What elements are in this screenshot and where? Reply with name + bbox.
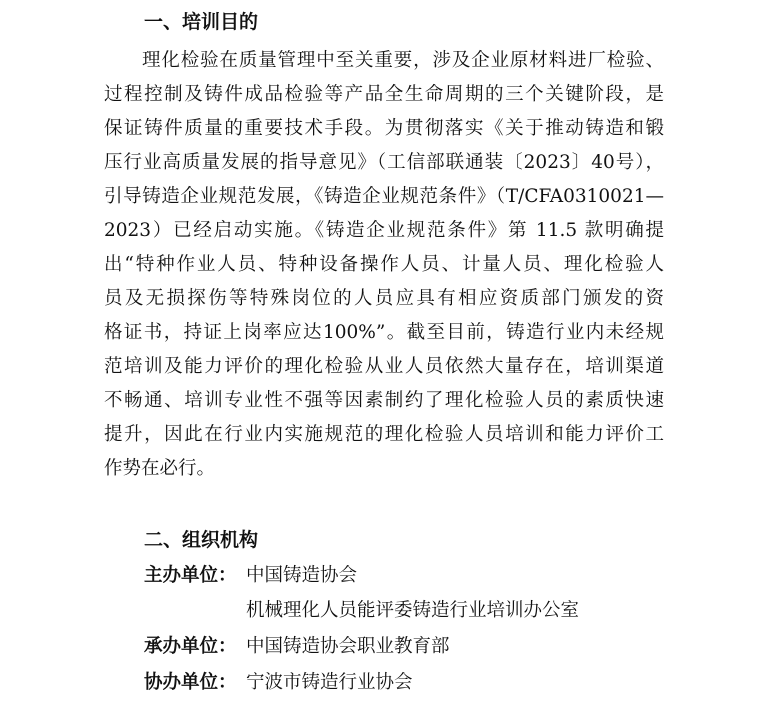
co-organizer-unit-row <box>144 666 413 700</box>
organizer-unit-label: 承办单位： <box>144 636 237 657</box>
paragraph-line: 作势在必行。 <box>104 458 216 479</box>
organizer-unit-value: 中国铸造协会职业教育部 <box>246 636 450 657</box>
paragraph-line: 不畅通、培训专业性不强等因素制约了理化检验人员的素质快速 <box>104 390 664 411</box>
paragraph-line: 员及无损探伤等特殊岗位的人员应具有相应资质部门颁发的资 <box>104 288 664 309</box>
host-unit-value: 中国铸造协会 <box>246 565 358 586</box>
organizer-unit-row <box>144 630 450 664</box>
paragraph-line: 理化检验在质量管理中至关重要，涉及企业原材料进厂检验、 <box>142 50 664 71</box>
co-organizer-unit-value: 宁波市铸造行业协会 <box>246 672 413 693</box>
paragraph-line: 压行业高质量发展的指导意见》（工信部联通装〔2023〕40号）， <box>104 152 664 173</box>
section-heading-training-purpose: 一、培训目的 <box>144 11 259 33</box>
paragraph-line: 出“特种作业人员、特种设备操作人员、计量人员、理化检验人 <box>104 254 664 275</box>
training-purpose-paragraph <box>104 44 664 486</box>
host-unit-label: 主办单位： <box>144 565 237 586</box>
host-unit-row-continued <box>144 594 579 628</box>
section-heading-organization: 二、组织机构 <box>144 529 259 551</box>
paragraph-line: 引导铸造企业规范发展，《铸造企业规范条件》（T/CFA0310021— <box>104 186 664 207</box>
host-unit-value-secondary: 机械理化人员能评委铸造行业培训办公室 <box>246 600 580 621</box>
paragraph-line: 格证书，持证上岗率应达100%”。截至目前，铸造行业内未经规 <box>104 322 664 343</box>
paragraph-line: 过程控制及铸件成品检验等产品全生命周期的三个关键阶段，是 <box>104 84 664 105</box>
paragraph-line: 提升，因此在行业内实施规范的理化检验人员培训和能力评价工 <box>104 424 664 445</box>
paragraph-line: 保证铸件质量的重要技术手段。为贯彻落实《关于推动铸造和锻 <box>104 118 664 139</box>
host-unit-row <box>144 559 357 593</box>
paragraph-line: 范培训及能力评价的理化检验从业人员依然大量存在，培训渠道 <box>104 356 664 377</box>
co-organizer-unit-label: 协办单位： <box>144 672 237 693</box>
paragraph-line: 2023）已经启动实施。《铸造企业规范条件》第 11.5 款明确提 <box>104 220 664 241</box>
